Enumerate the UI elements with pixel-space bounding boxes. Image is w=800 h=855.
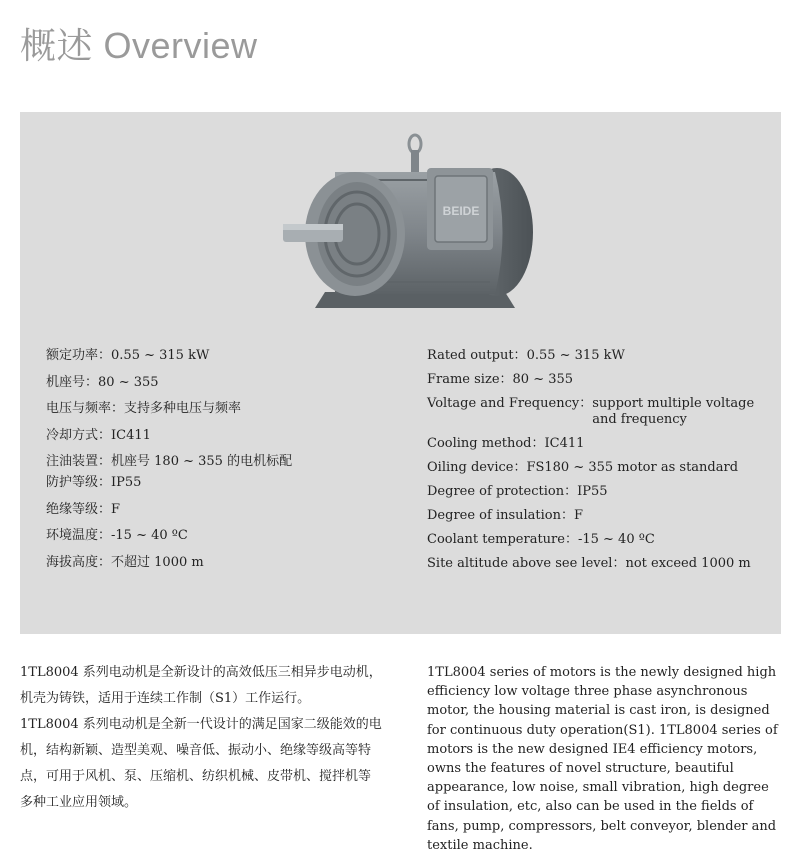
description-cn [20, 660, 382, 816]
spec-value: 0.55 ~ 315 kW [526, 348, 625, 363]
brand-logo: BEIDE [442, 204, 480, 218]
spec-row [46, 475, 386, 491]
spec-row [427, 508, 757, 524]
spec-row [46, 401, 386, 417]
spec-row [427, 460, 757, 476]
spec-value: 80 ~ 355 [512, 372, 574, 387]
spec-row [427, 484, 757, 500]
description-en [427, 663, 782, 855]
spec-value: -15 ~ 40 ºC [577, 532, 655, 547]
spec-value: 0.55 ~ 315 kW [111, 348, 210, 363]
description-paragraph: 1TL8004 series of motors is the newly designed high efficiency low voltage three phase asynchronous motor, the housing material is cast iron, is designed for continuous duty operation(S1). 1TL8004 series of motors is the new designed IE4 efficiency motors, owns the features of novel structure, beautiful appearance, low noise, small vibration, high degree of insulation, etc, also can be used in the fields of fans, pump, compressors, belt conveyor, blender and textile machine. [427, 665, 778, 853]
spec-value: support multiple voltage and frequency [592, 396, 755, 427]
spec-value: not exceed 1000 m [625, 556, 751, 571]
spec-value: FS180 ~ 355 motor as standard [526, 460, 739, 475]
spec-label: Coolant temperature： [427, 532, 578, 547]
spec-label: 冷却方式： [46, 427, 112, 443]
spec-list-cn [46, 348, 386, 581]
spec-row [46, 528, 386, 544]
spec-value: IP55 [577, 484, 608, 499]
spec-list-en [427, 348, 757, 580]
spec-value: IC411 [544, 436, 585, 451]
spec-label: 防护等级： [46, 475, 112, 490]
spec-value: 不超过 1000 m [111, 554, 204, 570]
spec-row [46, 454, 386, 470]
spec-row [427, 372, 757, 388]
spec-label: 电压与频率： [46, 401, 125, 416]
spec-row [46, 502, 386, 518]
spec-value: IP55 [111, 475, 142, 490]
spec-label: Rated output： [427, 348, 527, 363]
spec-label: Cooling method： [427, 436, 545, 451]
spec-label: 注油装置： [46, 454, 112, 469]
spec-row [427, 396, 757, 428]
spec-label: Frame size： [427, 372, 513, 387]
spec-label: Site altitude above see level： [427, 556, 626, 571]
spec-row [46, 348, 386, 364]
description-paragraph: 1TL8004 系列电动机是全新设计的高效低压三相异步电动机，机壳为铸铁，适用于连续工作制（S1）工作运行。 [20, 665, 382, 706]
spec-label: Oiling device： [427, 460, 527, 475]
motor-image [265, 132, 545, 312]
spec-value: F [111, 501, 121, 517]
spec-value: 支持多种电压与频率 [124, 401, 242, 416]
spec-label: 环境温度： [46, 528, 112, 543]
spec-label: 绝缘等级： [46, 501, 112, 517]
spec-panel [20, 112, 781, 634]
description-paragraph: 1TL8004 系列电动机是全新一代设计的满足国家二级能效的电机，结构新颖、造型美观、噪音低、振动小、绝缘等级高等特点，可用于风机、泵、压缩机、纺织机械、皮带机、搅拌机等多种工业应用领域。 [20, 717, 382, 810]
spec-value: -15 ~ 40 ºC [111, 528, 188, 543]
spec-value: IC411 [111, 427, 151, 443]
spec-row [46, 555, 386, 571]
page-title: 概述 Overview [20, 25, 258, 66]
spec-value: F [574, 508, 584, 523]
spec-label: Voltage and Frequency： [427, 396, 593, 411]
spec-row [427, 348, 757, 364]
spec-row [46, 428, 386, 444]
spec-row [46, 375, 386, 391]
spec-label: 机座号： [46, 374, 99, 390]
spec-label: 额定功率： [46, 348, 112, 363]
spec-value: 机座号 180 ~ 355 的电机标配 [111, 454, 293, 469]
spec-label: Degree of insulation： [427, 508, 575, 523]
spec-row [427, 556, 757, 572]
spec-row [427, 436, 757, 452]
spec-label: Degree of protection： [427, 484, 578, 499]
spec-label: 海拔高度： [46, 554, 112, 570]
spec-row [427, 532, 757, 548]
spec-value: 80 ~ 355 [98, 374, 159, 390]
